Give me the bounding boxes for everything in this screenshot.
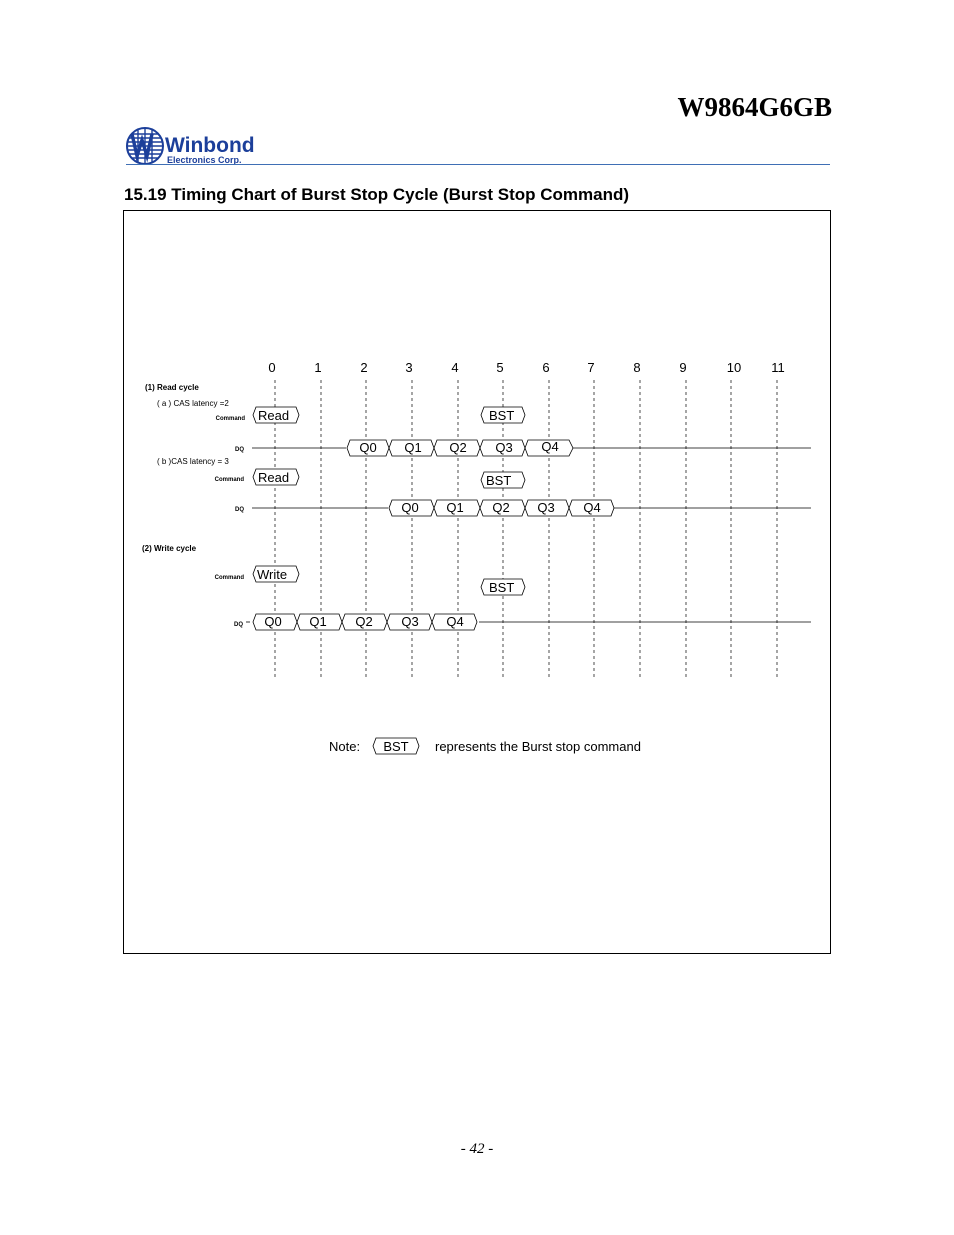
page-number: - 42 - <box>460 1141 494 1157</box>
read-command-text: Read <box>258 408 290 423</box>
clock-label: 8 <box>633 360 641 375</box>
cas2-label: ( a ) CAS latency =2 <box>157 399 229 408</box>
dq-label: DQ <box>235 507 244 513</box>
command-label: Command <box>214 477 244 483</box>
data-word-q3: Q3 <box>537 500 555 515</box>
logo-wordmark: Winbond <box>165 134 255 157</box>
cas3-label: ( b )CAS latency = 3 <box>157 457 229 466</box>
logo-subtitle: Electronics Corp. <box>167 155 242 165</box>
data-word-q4: Q4 <box>583 500 601 515</box>
bst-command-text: BST <box>486 473 512 488</box>
clock-label: 3 <box>405 360 413 375</box>
data-word-q4: Q4 <box>541 439 559 454</box>
command-label: Command <box>214 575 244 581</box>
data-word-q0: Q0 <box>359 440 377 455</box>
clock-label: 1 <box>314 360 322 375</box>
data-word-q4: Q4 <box>446 614 464 629</box>
clock-label: 9 <box>679 360 687 375</box>
clock-label: 11 <box>771 360 785 375</box>
data-word-q2: Q2 <box>492 500 510 515</box>
bst-command-text: BST <box>489 580 515 595</box>
section-title: 15.19 Timing Chart of Burst Stop Cycle (Burst Stop Command) <box>124 185 630 204</box>
clock-label: 2 <box>360 360 368 375</box>
data-word-q0: Q0 <box>401 500 419 515</box>
clock-label: 10 <box>726 360 742 375</box>
command-label: Command <box>215 416 245 422</box>
clock-label: 6 <box>542 360 550 375</box>
read-cycle-heading: (1) Read cycle <box>145 383 199 392</box>
write-command-text: Write <box>257 567 288 582</box>
data-word-q3: Q3 <box>495 440 513 455</box>
data-word-q2: Q2 <box>449 440 467 455</box>
part-number: W9864G6GB <box>677 92 832 122</box>
read-command-text: Read <box>258 470 290 485</box>
clock-label: 4 <box>451 360 459 375</box>
clock-label: 7 <box>587 360 595 375</box>
data-word-q1: Q1 <box>404 440 422 455</box>
data-word-q2: Q2 <box>355 614 373 629</box>
clock-label: 0 <box>268 360 276 375</box>
note-bst-text: BST <box>383 739 409 754</box>
write-cycle-heading: (2) Write cycle <box>142 544 197 553</box>
dq-label: DQ <box>235 447 244 453</box>
data-word-q1: Q1 <box>446 500 464 515</box>
data-word-q1: Q1 <box>309 614 327 629</box>
clock-label: 5 <box>496 360 504 375</box>
data-word-q3: Q3 <box>401 614 419 629</box>
bst-command-text: BST <box>489 408 515 423</box>
note-prefix: Note: <box>329 739 361 754</box>
dq-label: DQ <box>234 622 243 628</box>
clock-gridlines <box>275 380 777 680</box>
note-description: represents the Burst stop command <box>435 739 641 754</box>
data-word-q0: Q0 <box>264 614 282 629</box>
